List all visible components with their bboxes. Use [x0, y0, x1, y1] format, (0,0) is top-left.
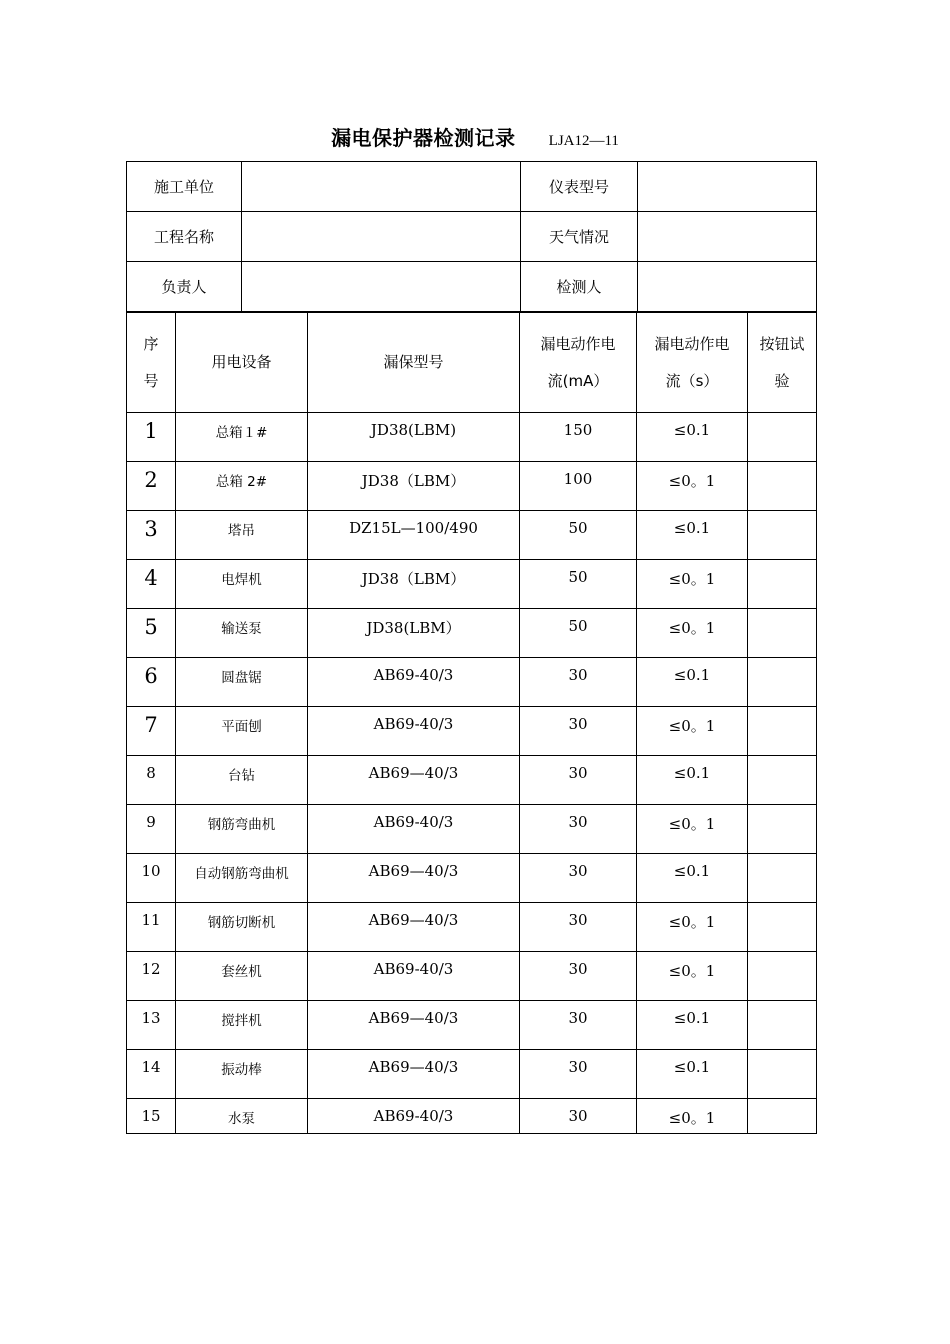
time-cell: ≤0.1 [637, 1050, 748, 1099]
time-cell: ≤0。1 [637, 707, 748, 756]
table-row [127, 1099, 817, 1134]
table-row [127, 511, 817, 560]
equipment-cell: 搅拌机 [176, 1001, 308, 1050]
button-test-cell[interactable] [748, 903, 817, 952]
info-row-people [127, 262, 817, 312]
table-row [127, 413, 817, 462]
info-row-unit [127, 162, 817, 212]
model-cell: AB69—40/3 [308, 1050, 520, 1099]
table-header-row [127, 313, 817, 413]
table-row [127, 707, 817, 756]
seq-cell: 2 [127, 462, 176, 511]
equipment-cell: 水泵 [176, 1099, 308, 1134]
header-equipment: 用电设备 [176, 313, 308, 413]
time-cell: ≤0。1 [637, 609, 748, 658]
model-cell: AB69-40/3 [308, 952, 520, 1001]
time-cell: ≤0。1 [637, 805, 748, 854]
current-cell: 30 [520, 952, 637, 1001]
table-row [127, 462, 817, 511]
equipment-cell: 塔吊 [176, 511, 308, 560]
table-row [127, 609, 817, 658]
model-cell: JD38(LBM） [308, 609, 520, 658]
header-time-line1: 漏电动作电 [654, 334, 730, 353]
time-cell: ≤0.1 [637, 854, 748, 903]
construction-unit-field[interactable] [242, 162, 521, 212]
current-cell: 100 [520, 462, 637, 511]
table-row [127, 952, 817, 1001]
header-time-line2: 流（s） [665, 371, 719, 390]
header-seq-line2: 号 [143, 371, 159, 390]
current-cell: 30 [520, 805, 637, 854]
seq-cell: 7 [127, 707, 176, 756]
table-row [127, 1050, 817, 1099]
equipment-cell: 自动钢筋弯曲机 [176, 854, 308, 903]
current-cell: 30 [520, 1001, 637, 1050]
equipment-cell: 钢筋弯曲机 [176, 805, 308, 854]
time-cell: ≤0。1 [637, 952, 748, 1001]
button-test-cell[interactable] [748, 658, 817, 707]
current-cell: 30 [520, 707, 637, 756]
table-row [127, 1001, 817, 1050]
time-cell: ≤0.1 [637, 658, 748, 707]
equipment-cell: 总箱１# [176, 413, 308, 462]
model-cell: AB69—40/3 [308, 903, 520, 952]
header-button-line1: 按钮试 [759, 334, 805, 353]
model-cell: AB69-40/3 [308, 1099, 520, 1134]
header-model: 漏保型号 [308, 313, 520, 413]
seq-cell: 3 [127, 511, 176, 560]
document-title: 漏电保护器检测记录 [331, 126, 516, 150]
equipment-cell: 电焊机 [176, 560, 308, 609]
time-cell: ≤0.1 [637, 511, 748, 560]
time-cell: ≤0。1 [637, 462, 748, 511]
time-cell: ≤0.1 [637, 1001, 748, 1050]
button-test-cell[interactable] [748, 805, 817, 854]
time-cell: ≤0.1 [637, 756, 748, 805]
weather-label: 天气情况 [521, 212, 638, 262]
project-name-label: 工程名称 [127, 212, 242, 262]
responsible-field[interactable] [242, 262, 521, 312]
leakage-test-table [126, 312, 817, 1134]
button-test-cell[interactable] [748, 952, 817, 1001]
instrument-model-field[interactable] [638, 162, 817, 212]
current-cell: 30 [520, 1050, 637, 1099]
seq-cell: 1 [127, 413, 176, 462]
button-test-cell[interactable] [748, 1001, 817, 1050]
current-cell: 150 [520, 413, 637, 462]
instrument-model-label: 仪表型号 [521, 162, 638, 212]
model-cell: AB69-40/3 [308, 805, 520, 854]
model-cell: DZ15L—100/490 [308, 511, 520, 560]
current-cell: 50 [520, 560, 637, 609]
table-row [127, 805, 817, 854]
table-row [127, 560, 817, 609]
seq-cell: 15 [127, 1099, 176, 1134]
model-cell: JD38（LBM） [308, 560, 520, 609]
header-time [637, 313, 748, 413]
current-cell: 30 [520, 1099, 637, 1134]
header-seq-line1: 序 [143, 334, 159, 353]
equipment-cell: 钢筋切断机 [176, 903, 308, 952]
time-cell: ≤0。1 [637, 560, 748, 609]
button-test-cell[interactable] [748, 756, 817, 805]
document-code: LJA12—11 [548, 133, 619, 149]
button-test-cell[interactable] [748, 707, 817, 756]
header-button-line2: 验 [774, 371, 790, 390]
button-test-cell[interactable] [748, 560, 817, 609]
current-cell: 30 [520, 756, 637, 805]
current-cell: 30 [520, 658, 637, 707]
button-test-cell[interactable] [748, 609, 817, 658]
model-cell: AB69-40/3 [308, 658, 520, 707]
table-row [127, 756, 817, 805]
equipment-cell: 输送泵 [176, 609, 308, 658]
construction-unit-label: 施工单位 [127, 162, 242, 212]
table-row [127, 854, 817, 903]
header-current [520, 313, 637, 413]
equipment-cell: 台钻 [176, 756, 308, 805]
header-current-line1: 漏电动作电 [540, 334, 616, 353]
inspector-label: 检测人 [521, 262, 638, 312]
inspector-field[interactable] [638, 262, 817, 312]
equipment-cell: 振动棒 [176, 1050, 308, 1099]
header-current-line2: 流(mA） [547, 371, 609, 390]
model-cell: JD38(LBM) [308, 413, 520, 462]
document-header [0, 122, 950, 151]
button-test-cell[interactable] [748, 1099, 817, 1134]
model-cell: AB69—40/3 [308, 756, 520, 805]
button-test-cell[interactable] [748, 462, 817, 511]
equipment-cell: 套丝机 [176, 952, 308, 1001]
time-cell: ≤0。1 [637, 903, 748, 952]
equipment-cell: 总箱 2# [176, 462, 308, 511]
info-row-project [127, 212, 817, 262]
table-row [127, 658, 817, 707]
model-cell: JD38（LBM） [308, 462, 520, 511]
time-cell: ≤0.1 [637, 413, 748, 462]
current-cell: 30 [520, 903, 637, 952]
seq-cell: 11 [127, 903, 176, 952]
seq-cell: 14 [127, 1050, 176, 1099]
seq-cell: 5 [127, 609, 176, 658]
button-test-cell[interactable] [748, 1050, 817, 1099]
model-cell: AB69—40/3 [308, 854, 520, 903]
table-row [127, 903, 817, 952]
seq-cell: 12 [127, 952, 176, 1001]
header-seq [127, 313, 176, 413]
button-test-cell[interactable] [748, 511, 817, 560]
model-cell: AB69-40/3 [308, 707, 520, 756]
equipment-cell: 平面刨 [176, 707, 308, 756]
model-cell: AB69—40/3 [308, 1001, 520, 1050]
current-cell: 30 [520, 854, 637, 903]
seq-cell: 9 [127, 805, 176, 854]
seq-cell: 13 [127, 1001, 176, 1050]
button-test-cell[interactable] [748, 854, 817, 903]
seq-cell: 6 [127, 658, 176, 707]
button-test-cell[interactable] [748, 413, 817, 462]
current-cell: 50 [520, 609, 637, 658]
seq-cell: 4 [127, 560, 176, 609]
current-cell: 50 [520, 511, 637, 560]
info-table [126, 161, 817, 312]
seq-cell: 8 [127, 756, 176, 805]
header-button-test [748, 313, 817, 413]
weather-field[interactable] [638, 212, 817, 262]
project-name-field[interactable] [242, 212, 521, 262]
seq-cell: 10 [127, 854, 176, 903]
equipment-cell: 圆盘锯 [176, 658, 308, 707]
responsible-label: 负责人 [127, 262, 242, 312]
time-cell: ≤0。1 [637, 1099, 748, 1134]
